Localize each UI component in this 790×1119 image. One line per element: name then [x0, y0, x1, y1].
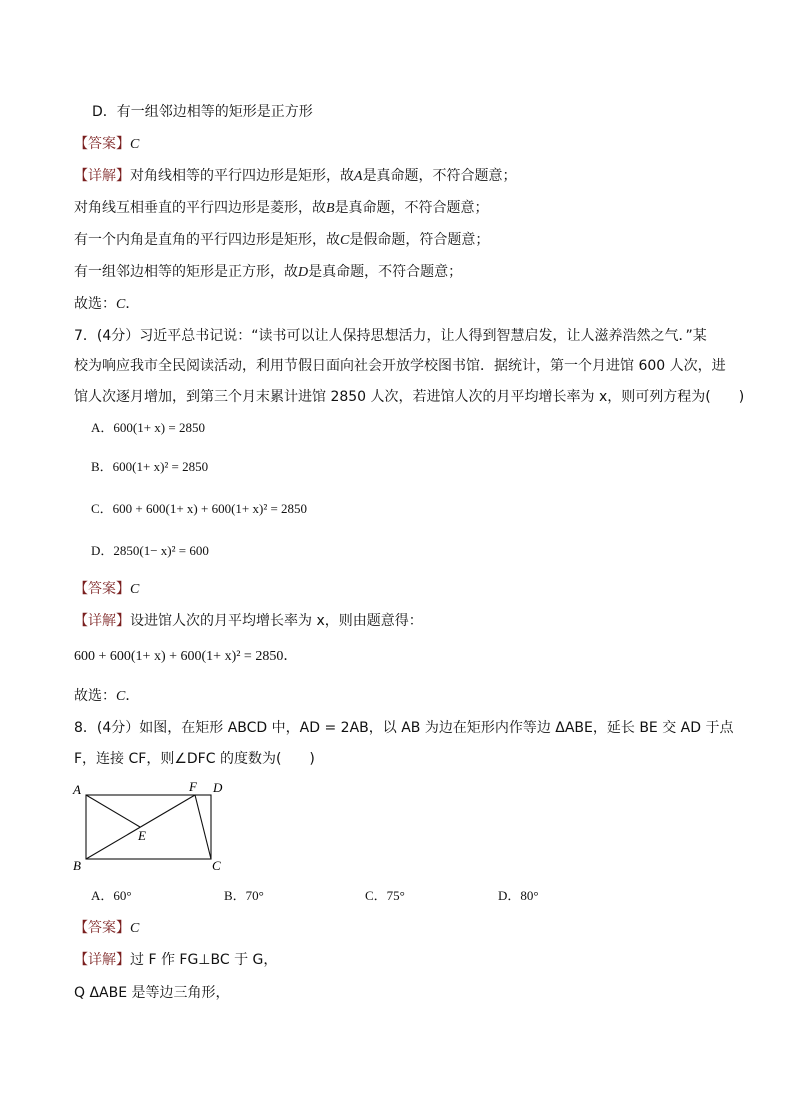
q7-choose-label: 故选：: [74, 688, 116, 704]
q6-detail-4-var: D: [298, 265, 309, 280]
q6-detail-1-pre: 对角线相等的平行四边形是矩形，故: [130, 168, 354, 184]
q6-answer-value: C: [130, 137, 140, 152]
label-c: C: [212, 858, 221, 873]
label-d: D: [213, 780, 223, 795]
label-a: A: [73, 782, 81, 797]
q6-detail-label: 【详解】: [74, 168, 130, 184]
q7-choose-row: [74, 686, 139, 707]
q7-option-d: D．2850(1− x)² = 600: [91, 543, 209, 558]
label-b: B: [73, 858, 81, 873]
q6-choose-end: ．: [125, 296, 140, 312]
q7-option-c: C．600 + 600(1+ x) + 600(1+ x)² = 2850: [91, 501, 308, 516]
q6-detail-2-pre: 对角线互相垂直的平行四边形是菱形，故: [74, 200, 326, 216]
q6-detail-4-post: 是真命题，不符合题意；: [308, 264, 463, 280]
q6-detail-2-post: 是真命题，不符合题意；: [334, 200, 489, 216]
q6-option-d: D．有一组邻边相等的矩形是正方形: [92, 104, 313, 120]
q7-choose-letter: C: [116, 689, 126, 704]
q6-detail-row-2: [74, 198, 489, 219]
q7-stem-line-1: 7．(4分）习近平总书记说：“读书可以让人保持思想活力，让人得到智慧启发，让人滋养浩然之气．”某: [74, 328, 707, 344]
segment-ae: [86, 795, 140, 827]
q6-detail-3-pre: 有一个内角是直角的平行四边形是矩形，故: [74, 232, 340, 248]
q8-last-line: Q ΔABE 是等边三角形，: [74, 985, 230, 1001]
q8-option-a: A．60°: [91, 888, 132, 903]
label-e: E: [138, 828, 146, 843]
q7-stem-line-2: 校为响应我市全民阅读活动，利用节假日面向社会开放学校图书馆．据统计，第一个月进馆 600 人次，进: [74, 358, 726, 374]
q7-detail-row: [74, 611, 423, 631]
q6-choose-letter: C: [116, 297, 126, 312]
q8-option-d: D．80°: [498, 888, 539, 903]
q8-answer-row: [74, 918, 139, 939]
q7-answer-row: [74, 579, 139, 600]
q6-detail-row-3: [74, 230, 489, 251]
q6-detail-2-var: B: [326, 201, 335, 216]
q7-answer-value: C: [130, 582, 140, 597]
q8-stem-line-1: 8．(4分）如图，在矩形 ABCD 中，AD = 2AB，以 AB 为边在矩形内作等边 ΔABE，延长 BE 交 AD 于点: [74, 720, 734, 736]
q6-detail-row-4: [74, 262, 462, 283]
q7-option-b: B．600(1+ x)² = 2850: [91, 459, 209, 474]
q8-detail-row: [74, 950, 277, 970]
segment-cf: [195, 795, 211, 859]
q8-answer-label: 【答案】: [74, 920, 130, 936]
q6-detail-row-1: [74, 166, 517, 187]
q7-detail-text: 设进馆人次的月平均增长率为 x，则由题意得：: [130, 613, 423, 629]
q6-answer-label: 【答案】: [74, 136, 130, 152]
label-f: F: [189, 779, 197, 794]
q7-option-a: A．600(1+ x) = 2850: [91, 420, 205, 435]
q8-option-b: B．70°: [224, 888, 264, 903]
q6-detail-3-var: C: [340, 233, 350, 248]
q6-detail-1-var: A: [354, 169, 363, 184]
q8-stem-line-2: F，连接 CF，则∠DFC 的度数为( ): [74, 751, 315, 767]
q7-equation: 600 + 600(1+ x) + 600(1+ x)² = 2850．: [74, 649, 298, 664]
q6-detail-3-post: 是假命题，符合题意；: [349, 232, 490, 248]
q7-answer-label: 【答案】: [74, 581, 130, 597]
q6-answer-row: [74, 134, 139, 155]
q7-choose-end: ．: [125, 688, 140, 704]
q8-detail-label: 【详解】: [74, 952, 130, 968]
rectangle-abcd: [86, 795, 211, 859]
q7-stem-line-3: 馆人次逐月增加，到第三个月末累计进馆 2850 人次，若进馆人次的月平均增长率为 x，则可列方程为( ): [74, 389, 745, 405]
q7-detail-label: 【详解】: [74, 613, 130, 629]
q8-answer-value: C: [130, 921, 140, 936]
q6-choose-row: [74, 294, 139, 315]
q6-choose-label: 故选：: [74, 296, 116, 312]
q8-option-c: C．75°: [365, 888, 405, 903]
q6-detail-1-post: 是真命题，不符合题意；: [362, 168, 517, 184]
q6-detail-4-pre: 有一组邻边相等的矩形是正方形，故: [74, 264, 298, 280]
q8-rectangle-figure: [68, 777, 238, 875]
q8-detail-text: 过 F 作 FG⊥BC 于 G，: [130, 952, 278, 968]
